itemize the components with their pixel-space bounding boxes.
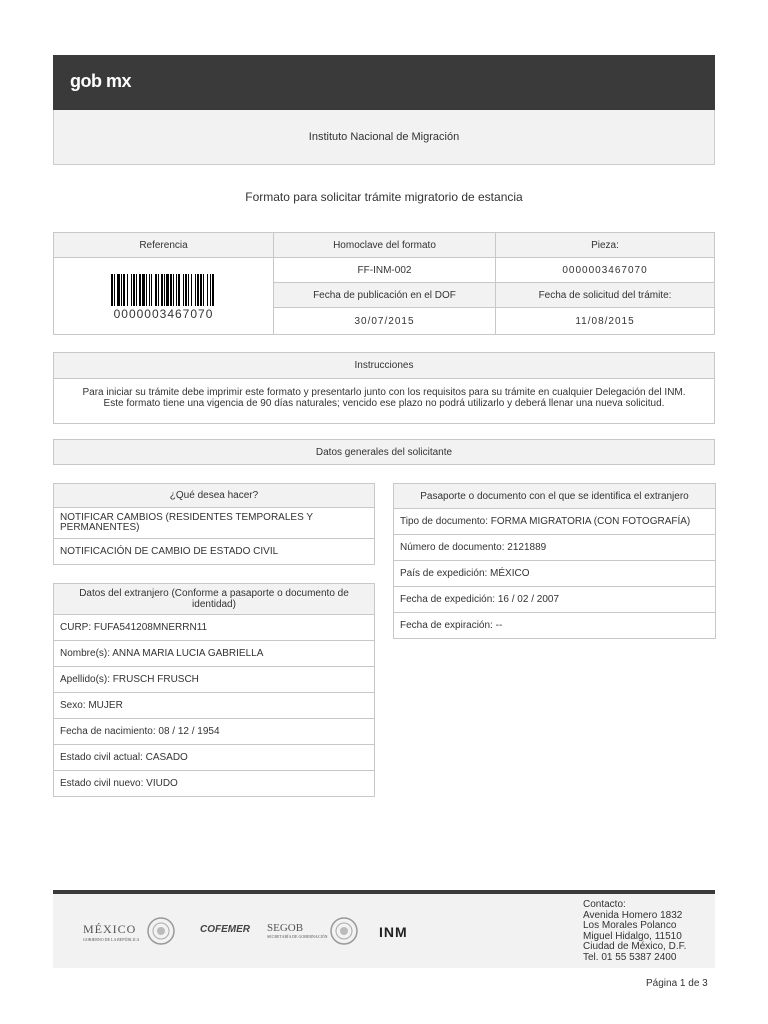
que-desea-panel (53, 483, 375, 565)
cofemer-logo: COFEMER (200, 924, 250, 935)
fecha-nacimiento-row: Fecha de nacimiento: 08 / 12 / 1954 (53, 719, 375, 745)
curp-row: CURP: FUFA541208MNERRN11 (53, 615, 375, 641)
form-title: Formato para solicitar trámite migratorio de estancia (245, 190, 523, 204)
gobmx-logo: gob mx (70, 71, 132, 91)
fecha-publicacion-label: Fecha de publicación en el DOF (274, 283, 496, 308)
que-desea-title: ¿Qué desea hacer? (53, 483, 375, 508)
contact-line-5: Ciudad de México, D.F. (583, 941, 687, 952)
instructions-body (54, 379, 714, 417)
referencia-label: Referencia (54, 233, 274, 258)
barcode-bar (214, 274, 216, 306)
contact-line-3: Los Morales Polanco (583, 920, 677, 931)
contact-line-4: Miguel Hidalgo, 11510 (583, 930, 682, 942)
meta-table (53, 232, 715, 335)
segob-logo: SEGOB SECRETARÍA DE GOBERNACIÓN (267, 922, 328, 939)
page-number: Página 1 de 3 (646, 978, 708, 989)
apellido-row: Apellido(s): FRUSCH FRUSCH (53, 667, 375, 693)
estado-civil-actual-row: Estado civil actual: CASADO (53, 745, 375, 771)
seal-icon (146, 916, 176, 946)
instructions-box (53, 352, 715, 424)
estado-civil-nuevo-row: Estado civil nuevo: VIUDO (53, 771, 375, 797)
pieza-value: 0000003467070 (496, 258, 715, 283)
pais-expedicion-row: País de expedición: MÉXICO (393, 561, 716, 587)
homoclave-value: FF-INM-002 (274, 258, 496, 283)
fecha-solicitud-label: Fecha de solicitud del trámite: (496, 283, 715, 308)
pasaporte-panel (393, 483, 716, 639)
seal-icon-2 (329, 916, 359, 946)
pasaporte-title: Pasaporte o documento con el que se identifica el extranjero (393, 483, 716, 509)
fecha-publicacion-value: 30/07/2015 (274, 308, 496, 335)
datos-generales-box (53, 439, 715, 465)
instructions-title: Instrucciones (54, 353, 714, 379)
top-bar (53, 55, 715, 110)
que-desea-item-1: NOTIFICAR CAMBIOS (RESIDENTES TEMPORALES Y PERMANENTES) (53, 508, 375, 539)
instructions-line-2: Este formato tiene una vigencia de 90 días naturales; vencido ese plazo no podrá utilizarlo y deberá llenar una nueva solicitud. (103, 398, 665, 409)
pieza-label: Pieza: (496, 233, 715, 258)
datos-generales-title: Datos generales del solicitante (54, 440, 714, 464)
contact-line-1: Contacto: (583, 899, 626, 910)
institute-name: Instituto Nacional de Migración (53, 110, 715, 165)
sexo-row: Sexo: MUJER (53, 693, 375, 719)
mexico-logo: MÉXICO GOBIERNO DE LA REPÚBLICA (83, 922, 140, 942)
instructions-line-1: Para iniciar su trámite debe imprimir este formato y presentarlo junto con los requisitos para su trámite en cualquier Delegación del INM. (82, 387, 686, 398)
barcode (54, 274, 273, 306)
fecha-solicitud-value: 11/08/2015 (496, 308, 715, 335)
contact-line-6: Tel. 01 55 5387 2400 (583, 951, 677, 963)
numero-documento-row: Número de documento: 2121889 (393, 535, 716, 561)
que-desea-item-2: NOTIFICACIÓN DE CAMBIO DE ESTADO CIVIL (53, 539, 375, 565)
barcode-cell (54, 258, 274, 335)
nombre-row: Nombre(s): ANNA MARIA LUCIA GABRIELLA (53, 641, 375, 667)
contact-block (583, 900, 686, 963)
inm-logo: INM (379, 924, 408, 940)
extranjero-panel (53, 583, 375, 797)
homoclave-label: Homoclave del formato (274, 233, 496, 258)
barcode-number: 0000003467070 (113, 306, 214, 321)
fecha-expiracion-row: Fecha de expiración: -- (393, 613, 716, 639)
contact-line-2: Avenida Homero 1832 (583, 909, 683, 921)
fecha-expedicion-row: Fecha de expedición: 16 / 02 / 2007 (393, 587, 716, 613)
extranjero-title: Datos del extranjero (Conforme a pasaporte o documento de identidad) (53, 583, 375, 615)
tipo-documento-row: Tipo de documento: FORMA MIGRATORIA (CON FOTOGRAFÍA) (393, 509, 716, 535)
